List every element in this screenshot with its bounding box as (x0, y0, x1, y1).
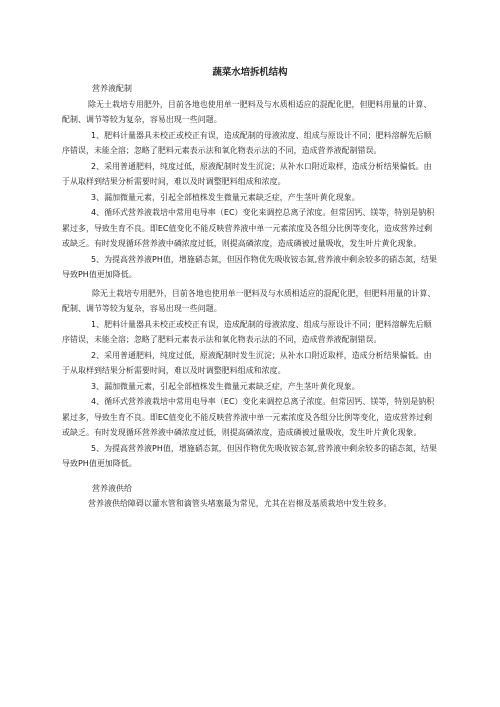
document-body (62, 81, 438, 512)
list-item: 1、肥料计量器具未校正或校正有误，造成配制的母液浓度、组成与原设计不同；肥料溶解先后顺序错误，未能全溶；忽略了肥料元素表示法和氧化物表示法的不同，造成营养液配制错误。 (62, 130, 432, 155)
list-item: 4、循环式营养液栽培中常用电导率（EC）变化来调控总离子浓度。但常因钙、镁等，特别是钠积累过多，导致生育不良。即EC值变化不能反映营养液中单一元素浓度及各组分比例等变化，造成营养过剩或缺乏。有时发现循环营养液中磷浓度过低，则提高磷浓度，造成磷被过量吸收，发生叶片黄化现象。 (62, 397, 435, 437)
paragraph: 除无土栽培专用肥外，目前各地也使用单一肥料及与水质相适应的混配化肥，但肥料用量的计算、配制、调节等较为复杂，容易出现一些问题。 (62, 99, 432, 124)
list-item: 5、为提高营养液PH值，增施硝态氮，但因作物优先吸收铵态氮,营养液中剩余较多的硝态氮，结果导致PH值更加降低。 (62, 443, 438, 468)
list-item: 1、肥料计量器具未校正或校正有误，造成配制的母液浓度、组成与原设计不同；肥料溶解先后顺序错误，未能全溶；忽略了肥料元素表示法和氧化物表示法的不同，造成营养液配制错误。 (62, 319, 432, 344)
document-title: 蔬菜水培拆机结构 (212, 67, 288, 78)
list-item: 2、采用普通肥料，纯度过低，原液配制时发生沉淀；从补水口附近取样，造成分析结果偏低。由于从取样到结果分析需要时间，难以及时调整肥料组成和浓度。 (62, 161, 432, 186)
section-heading-nutrient-prep: 营养液配制 (92, 84, 132, 93)
list-item: 3、漏加微量元素，引起全部植株发生微量元素缺乏症，产生茎叶黄化现象。 (91, 381, 360, 391)
list-item: 5、为提高营养液PH值，增施硝态氮，但因作物优先吸收铵态氮,营养液中剩余较多的硝态氮，结果导致PH值更加降低。 (62, 254, 438, 279)
list-item: 4、循环式营养液栽培中常用电导率（EC）变化来调控总离子浓度。但常因钙、镁等，特别是钠积累过多，导致生育不良。即EC值变化不能反映营养液中单一元素浓度及各组分比例等变化，造成营养过剩或缺乏。有时发现循环营养液中磷浓度过低，则提高磷浓度，造成磷被过量吸收，发生叶片黄化现象。 (62, 208, 435, 248)
list-item: 3、漏加微量元素，引起全部植株发生微量元素缺乏症，产生茎叶黄化现象。 (91, 192, 360, 202)
paragraph: 除无土栽培专用肥外，目前各地也使用单一肥料及与水质相适应的混配化肥，但肥料用量的计算、配制、调节等较为复杂，容易出现一些问题。 (62, 288, 436, 313)
section-heading-nutrient-supply: 营养液供给 (92, 483, 132, 493)
paragraph: 营养液供给障碍以灌水管和滴管头堵塞最为常见，尤其在岩棉及基质栽培中发生较多。 (88, 499, 392, 508)
list-item: 2、采用普通肥料，纯度过低，原液配制时发生沉淀；从补水口附近取样，造成分析结果偏低。由于从取样到结果分析需要时间，难以及时调整肥料组成和浓度。 (62, 350, 432, 375)
spacer (62, 472, 438, 481)
